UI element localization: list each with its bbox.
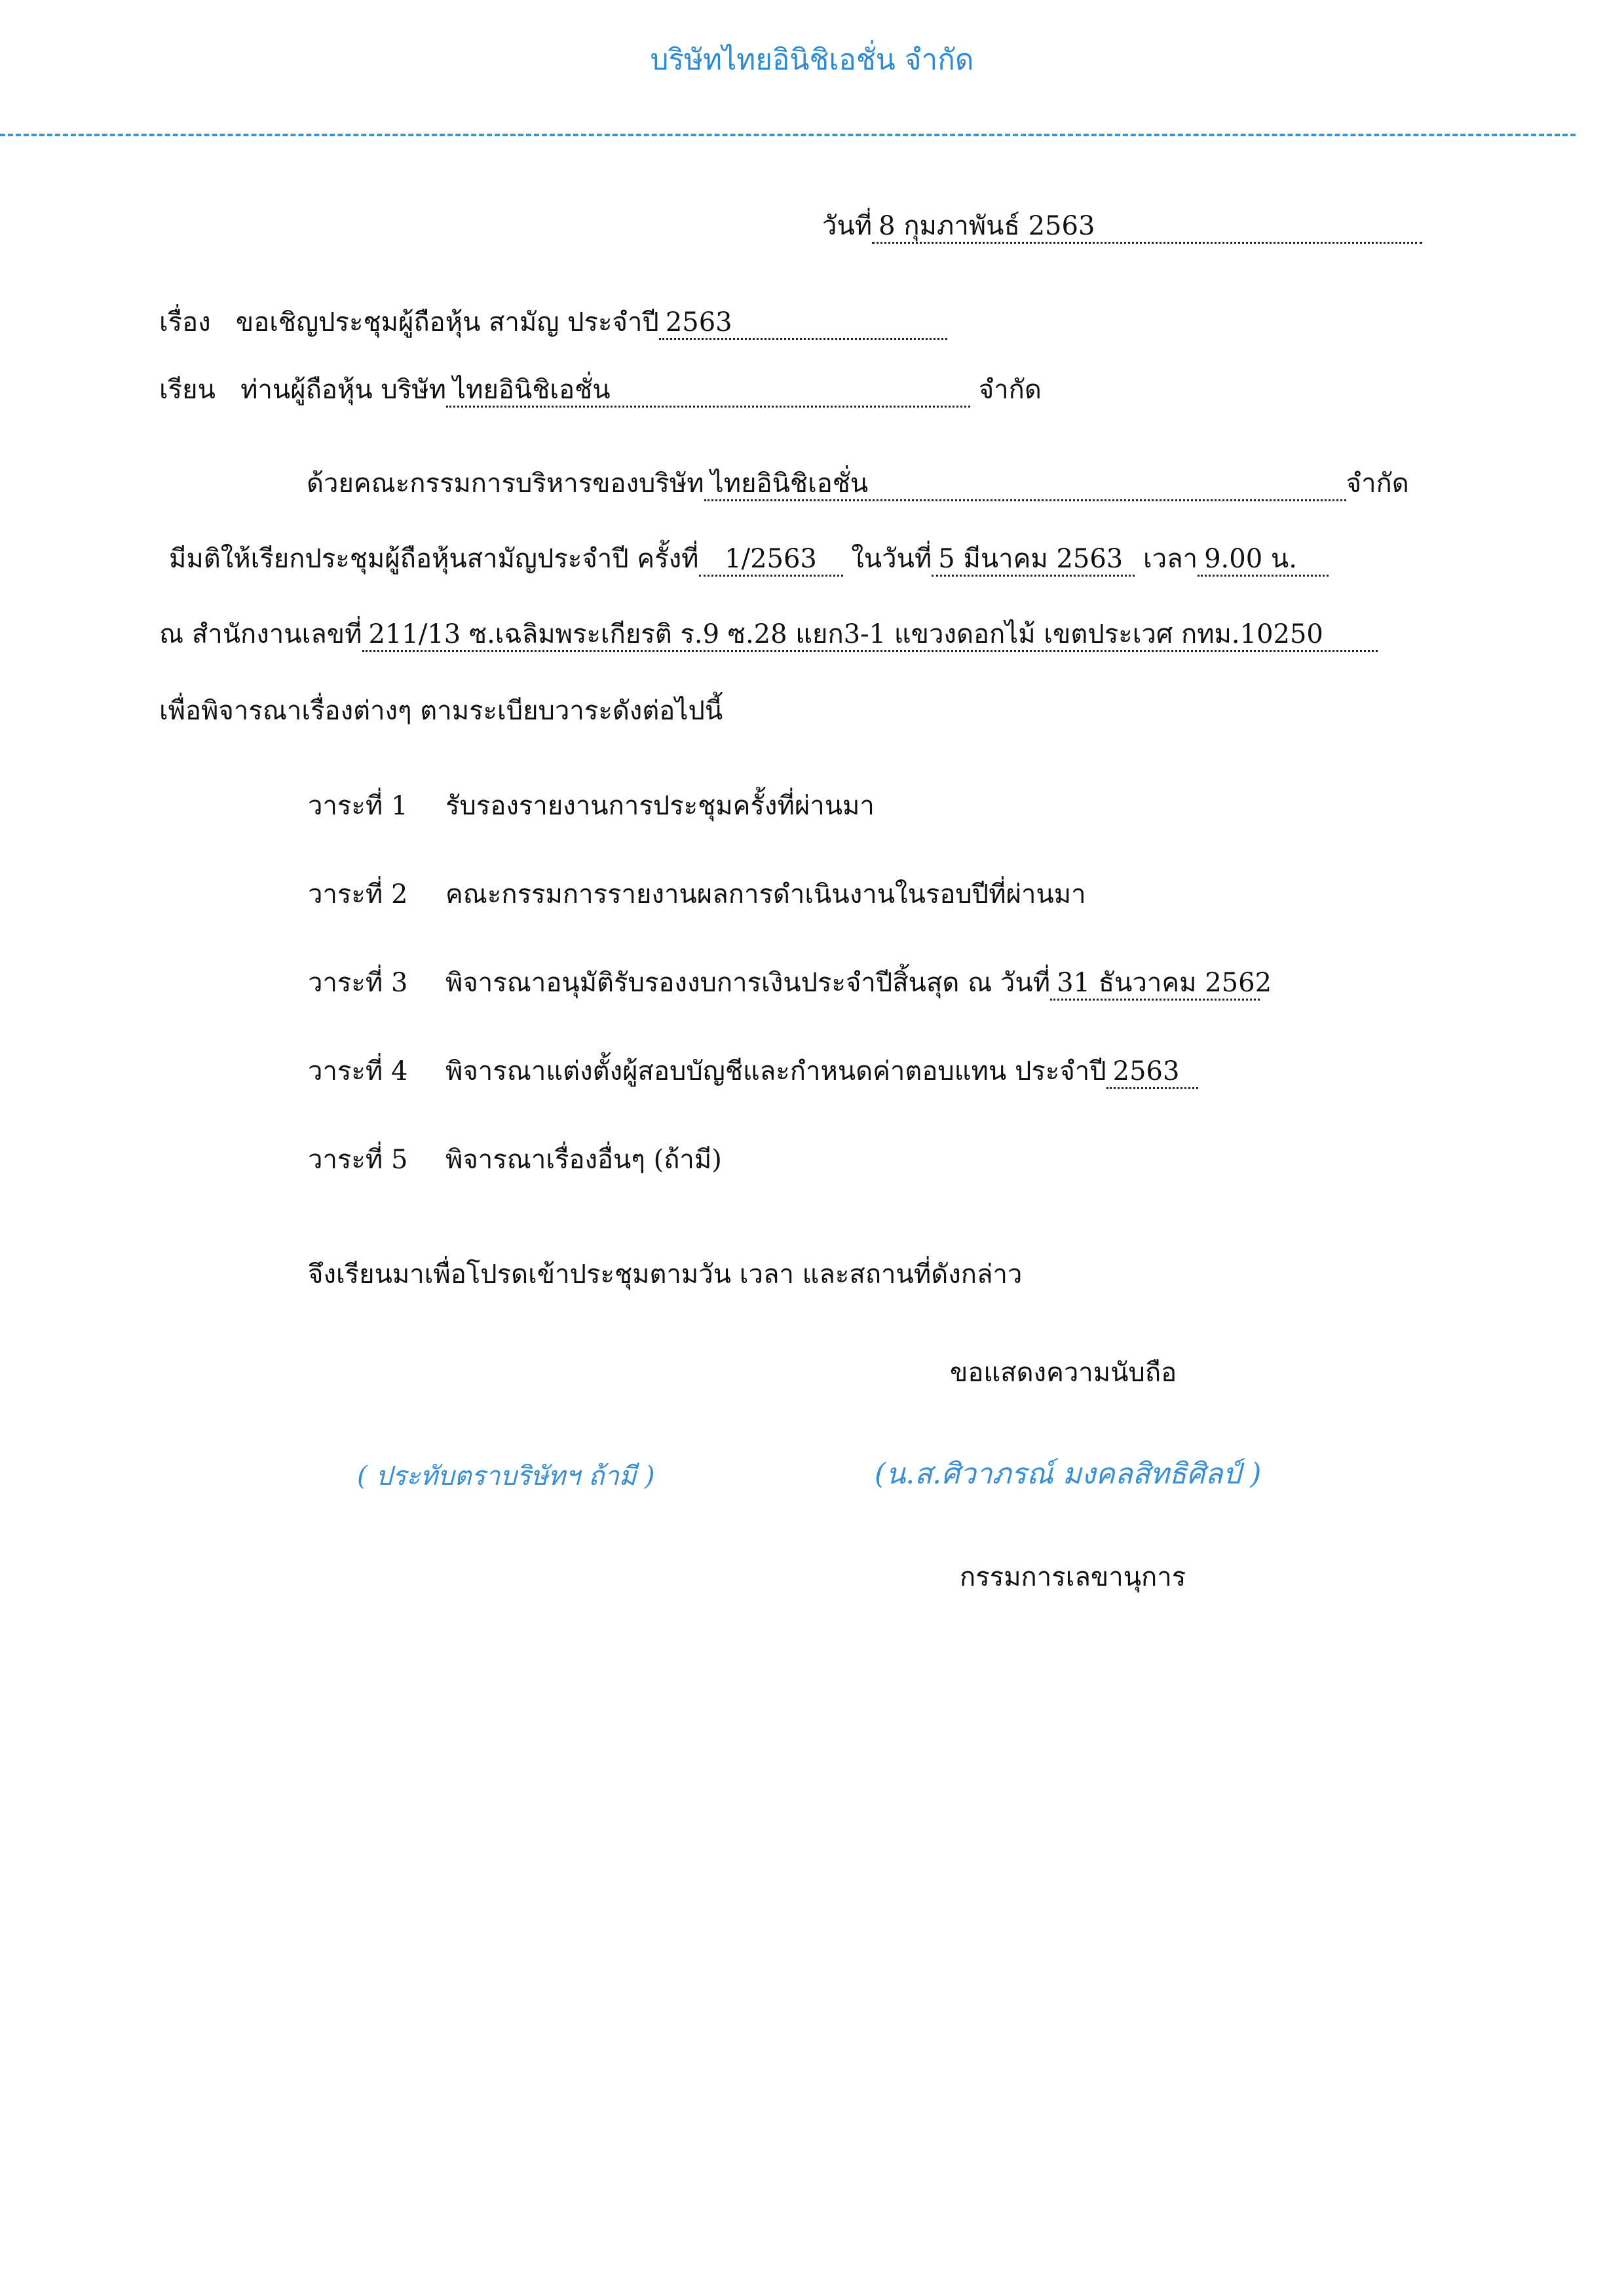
subject-label: เรื่อง (159, 307, 211, 337)
body-line-3 (159, 621, 1378, 652)
to-line (159, 377, 1042, 408)
body-line1-prefix: ด้วยคณะกรรมการบริหารของบริษัท (307, 469, 704, 499)
to-suffix: จำกัด (978, 375, 1042, 405)
closing-invite: จึงเรียนมาเพื่อโปรดเข้าประชุมตามวัน เวลา และสถานที่ดังกล่าว (308, 1259, 1023, 1290)
to-label: เรียน (159, 375, 216, 405)
date-value: 8 กุมภาพันธ์ 2563 (872, 213, 1422, 244)
date-line (822, 213, 1422, 244)
meeting-time-label: เวลา (1143, 544, 1198, 574)
subject-line (159, 309, 947, 340)
meeting-address: 211/13 ซ.เฉลิมพระเกียรติ ร.9 ซ.28 แยก3-1 แขวงดอกไม้ เขตประเวศ กทม.10250 (362, 621, 1378, 652)
body-line1-company: ไทยอินิชิเอชั่น (704, 470, 1346, 501)
company-stamp-note: ( ประทับตราบริษัทฯ ถ้ามี ) (357, 1461, 655, 1491)
agenda-item-2 (308, 881, 1086, 908)
meeting-time: 9.00 น. (1198, 546, 1329, 577)
agenda-fill: 2563 (1106, 1058, 1198, 1089)
meeting-date-label: ในวันที่ (851, 544, 932, 574)
body-line-2 (169, 546, 1329, 577)
company-header: บริษัทไทยอินิชิเอชั่น จำกัด (650, 43, 974, 77)
agenda-text: พิจารณาอนุมัติรับรองงบการเงินประจำปีสิ้นสุด ณ วันที่ (445, 968, 1051, 998)
body-line1-suffix: จำกัด (1346, 469, 1409, 499)
body-line-4: เพื่อพิจารณาเรื่องต่างๆ ตามระเบียบวาระดังต่อไปนี้ (159, 696, 723, 726)
agenda-fill: 31 ธันวาคม 2562 (1050, 970, 1260, 1001)
agenda-number: วาระที่ 4 (308, 1056, 408, 1086)
signer-position: กรรมการเลขานุการ (960, 1562, 1186, 1592)
signer-name: (น.ส.ศิวาภรณ์ มงคลสิทธิศิลป์ ) (875, 1457, 1262, 1491)
subject-text: ขอเชิญประชุมผู้ถือหุ้น สามัญ ประจำปี (235, 307, 659, 337)
agenda-item-4 (308, 1058, 1198, 1089)
agenda-number: วาระที่ 1 (308, 791, 408, 821)
agenda-text: รับรองรายงานการประชุมครั้งที่ผ่านมา (445, 791, 875, 821)
agenda-text: พิจารณาเรื่องอื่นๆ (ถ้ามี) (445, 1145, 722, 1175)
agenda-item-5 (308, 1147, 722, 1173)
agenda-text: พิจารณาแต่งตั้งผู้สอบบัญชีและกำหนดค่าตอบแทน ประจำปี (445, 1056, 1106, 1086)
meeting-date: 5 มีนาคม 2563 (932, 546, 1135, 577)
agenda-text: คณะกรรมการรายงานผลการดำเนินงานในรอบปีที่ผ่านมา (445, 879, 1086, 909)
to-text: ท่านผู้ถือหุ้น บริษัท (240, 375, 446, 405)
header-divider (0, 134, 1576, 136)
to-company: ไทยอินิชิเอชั่น (446, 377, 970, 408)
agenda-number: วาระที่ 2 (308, 879, 408, 909)
body-line2-prefix: มีมติให้เรียกประชุมผู้ถือหุ้นสามัญประจำปี ครั้งที่ (169, 544, 699, 574)
body-line3-prefix: ณ สำนักงานเลขที่ (159, 619, 362, 649)
closing-regards: ขอแสดงความนับถือ (950, 1358, 1177, 1388)
agenda-number: วาระที่ 3 (308, 968, 408, 998)
subject-year: 2563 (659, 309, 947, 340)
meeting-number: 1/2563 (699, 546, 843, 577)
date-label: วันที่ (822, 211, 873, 241)
agenda-item-1 (308, 793, 875, 819)
agenda-item-3 (308, 968, 1272, 1001)
agenda-number: วาระที่ 5 (308, 1145, 408, 1175)
body-line-1 (307, 470, 1409, 501)
